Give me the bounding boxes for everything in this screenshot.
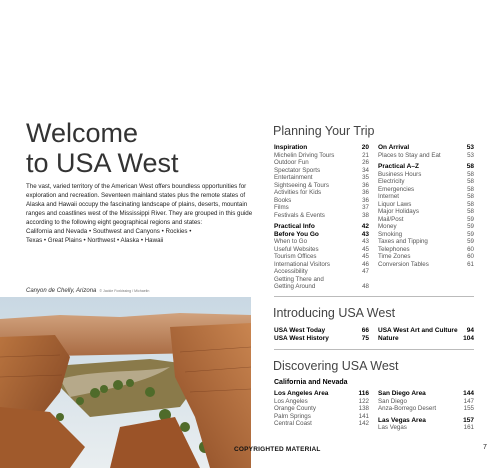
toc-entry-page: 58 — [467, 170, 474, 178]
toc-entry-page: 58 — [467, 200, 474, 208]
toc-entry-label: Sightseeing & Tours — [274, 181, 329, 189]
toc-entry-page: 58 — [467, 185, 474, 193]
toc-entry-label: Mail/Post — [378, 215, 404, 223]
toc-entry — [274, 335, 369, 343]
toc-entry-page: 35 — [362, 174, 369, 181]
toc-entry-label: USA West Art and Culture — [378, 327, 458, 334]
toc-entry — [274, 144, 369, 152]
toc-entry-page: 141 — [358, 412, 369, 420]
toc-entry-page: 104 — [463, 334, 474, 342]
toc-entry — [274, 167, 369, 175]
toc-entry — [378, 253, 474, 261]
toc-entry-page: 59 — [467, 223, 474, 230]
toc-entry-page: 59 — [467, 215, 474, 223]
toc-entry-page: 58 — [466, 163, 474, 170]
introducing-section-title: Introducing USA West — [273, 306, 396, 320]
toc-entry — [274, 246, 369, 254]
page-title — [26, 118, 256, 178]
toc-entry — [274, 223, 369, 231]
toc-entry — [378, 144, 474, 152]
toc-entry-label: Useful Websites — [274, 245, 319, 253]
toc-entry-label: Festivals & Events — [274, 211, 325, 219]
regions-line-2: Texas • Great Plains • Northwest • Alaska • Hawaii — [26, 237, 164, 244]
toc-entry — [274, 413, 369, 421]
toc-entry-page: 45 — [362, 245, 369, 253]
toc-entry-page: 94 — [466, 327, 474, 334]
discovering-left-column — [274, 390, 369, 428]
copyright-mark: COPYRIGHTED MATERIAL — [234, 446, 321, 453]
toc-entry-label: Tourism Offices — [274, 253, 317, 260]
section-divider — [274, 296, 474, 297]
toc-entry-label: Internet — [378, 193, 399, 200]
toc-entry-page: 43 — [362, 238, 369, 245]
toc-entry — [274, 276, 369, 284]
toc-entry — [378, 178, 474, 186]
toc-entry — [378, 163, 474, 171]
toc-entry — [274, 159, 369, 167]
toc-entry-page: 59 — [467, 230, 474, 238]
toc-entry-page: 36 — [362, 196, 369, 204]
toc-entry-label: Getting There and — [274, 275, 324, 283]
toc-entry-page: 144 — [463, 390, 474, 397]
discovering-section-title: Discovering USA West — [273, 359, 399, 373]
toc-entry — [274, 283, 369, 291]
toc-entry-page: 26 — [362, 159, 369, 166]
toc-entry-label: Places to Stay and Eat — [378, 151, 441, 159]
toc-entry — [378, 261, 474, 269]
discovering-right-column — [378, 390, 474, 432]
toc-entry-label: Getting Around — [274, 283, 316, 290]
toc-entry-page: 36 — [362, 181, 369, 189]
toc-entry-label: Outdoor Fun — [274, 159, 309, 166]
toc-entry — [274, 182, 369, 190]
toc-entry-page: 147 — [463, 397, 474, 405]
toc-entry-page: 21 — [362, 151, 369, 159]
toc-entry — [378, 417, 474, 425]
toc-entry — [274, 189, 369, 197]
toc-entry-page: 66 — [361, 327, 369, 334]
toc-entry-page: 116 — [358, 390, 369, 397]
toc-entry — [378, 171, 474, 179]
toc-entry-label: Smoking — [378, 230, 403, 238]
page-number: 7 — [483, 444, 487, 451]
toc-entry — [378, 201, 474, 209]
toc-entry-label: Books — [274, 196, 292, 204]
toc-entry-label: Los Angeles Area — [274, 390, 329, 397]
toc-entry-label: Conversion Tables — [378, 260, 429, 268]
toc-entry-label: Anza-Borrego Desert — [378, 405, 437, 412]
toc-entry-page: 161 — [463, 424, 474, 431]
toc-entry-page: 59 — [467, 238, 474, 245]
toc-entry — [378, 424, 474, 432]
toc-entry — [378, 223, 474, 231]
toc-entry — [378, 327, 474, 335]
toc-entry-label: Nature — [378, 334, 399, 342]
toc-entry — [274, 152, 369, 160]
caption-title: Canyon de Chelly, Arizona — [26, 288, 97, 294]
toc-entry-label: Accessibility — [274, 268, 308, 275]
toc-entry — [378, 216, 474, 224]
toc-entry-page — [353, 276, 369, 284]
toc-entry-page: 20 — [361, 144, 369, 151]
section-divider — [274, 349, 474, 350]
toc-entry-label: Michelin Driving Tours — [274, 151, 335, 159]
toc-entry-label: Orange County — [274, 405, 316, 412]
toc-entry-label: Los Angeles — [274, 397, 308, 405]
toc-entry — [274, 197, 369, 205]
toc-entry — [274, 231, 369, 239]
toc-entry-page: 36 — [362, 189, 369, 196]
toc-entry-page: 43 — [361, 230, 369, 238]
title-line-2: to USA West — [26, 148, 179, 178]
toc-entry-page: 61 — [467, 260, 474, 268]
regions-line-1: California and Nevada • Southwest and Canyons • Rockies • — [26, 228, 192, 235]
planning-right-column — [378, 144, 474, 268]
toc-entry — [378, 405, 474, 413]
toc-entry-page: 34 — [362, 166, 369, 174]
toc-entry-page: 53 — [467, 151, 474, 159]
canyon-illustration — [0, 297, 251, 468]
title-line-1: Welcome — [26, 118, 139, 148]
intro-paragraph: The vast, varied territory of the American West offers boundless opportunities for exploration and recreation. Seventeen mainland states plus the remote states of Alaska and Hawaii occupy the fascinating landscape of plains, deserts, mountain ranges and coastlines west of the Mississippi River. They are grouped in this guide according to the following eight geographical regions and states: — [26, 183, 253, 226]
toc-entry-page: 58 — [467, 208, 474, 215]
toc-entry-label: USA West History — [274, 334, 329, 342]
toc-entry — [378, 193, 474, 201]
toc-entry — [274, 398, 369, 406]
toc-entry-page: 75 — [361, 334, 369, 342]
toc-entry-label: International Visitors — [274, 260, 330, 268]
toc-entry-page: 53 — [466, 144, 474, 151]
introducing-right-column — [378, 327, 474, 342]
toc-entry — [274, 212, 369, 220]
toc-entry-label: Las Vegas Area — [378, 416, 426, 424]
toc-entry-label: Spectator Sports — [274, 166, 321, 174]
caption-credit: © Jackie Foxkissing / Michaelin — [99, 289, 150, 293]
toc-entry — [378, 398, 474, 406]
toc-entry — [378, 231, 474, 239]
toc-entry — [378, 390, 474, 398]
toc-entry-page: 138 — [358, 405, 369, 412]
toc-entry-page: 37 — [362, 204, 369, 211]
toc-entry — [274, 261, 369, 269]
toc-entry-label: Palm Springs — [274, 412, 311, 420]
toc-entry-label: Films — [274, 204, 289, 211]
toc-entry-label: Activities for Kids — [274, 189, 322, 196]
toc-entry-label: Central Coast — [274, 420, 312, 427]
toc-entry — [274, 420, 369, 428]
toc-entry-label: On Arrival — [378, 144, 410, 151]
toc-entry-page: 46 — [362, 260, 369, 268]
toc-entry-page: 60 — [467, 245, 474, 253]
toc-entry-label: Time Zones — [378, 253, 411, 260]
toc-entry-label: Inspiration — [274, 144, 308, 151]
photo-caption — [26, 288, 258, 294]
toc-entry — [378, 208, 474, 216]
toc-entry — [274, 327, 369, 335]
toc-entry-label: Money — [378, 223, 397, 230]
planning-left-column — [274, 144, 369, 291]
toc-entry — [274, 268, 369, 276]
toc-entry — [274, 174, 369, 182]
toc-entry-page: 157 — [463, 416, 474, 424]
toc-entry — [378, 238, 474, 246]
planning-section-title: Planning Your Trip — [273, 124, 375, 138]
toc-entry — [274, 204, 369, 212]
regions-list — [26, 227, 258, 245]
toc-entry — [378, 152, 474, 160]
toc-entry-label: Liquor Laws — [378, 200, 412, 208]
toc-entry-page: 155 — [463, 405, 474, 412]
toc-entry — [274, 390, 369, 398]
toc-entry-label: When to Go — [274, 238, 308, 245]
region-heading: California and Nevada — [274, 379, 348, 386]
canyon-photo — [0, 297, 251, 468]
toc-entry — [378, 246, 474, 254]
toc-entry-page: 42 — [361, 223, 369, 230]
toc-entry-label: Major Holidays — [378, 208, 419, 215]
toc-entry-label: Las Vegas — [378, 424, 407, 431]
toc-entry-label: Practical Info — [274, 223, 315, 230]
toc-entry-page: 58 — [467, 178, 474, 185]
toc-entry — [274, 253, 369, 261]
toc-entry-label: Business Hours — [378, 170, 422, 178]
toc-entry-page: 142 — [358, 420, 369, 427]
toc-entry — [274, 405, 369, 413]
introducing-left-column — [274, 327, 369, 342]
toc-entry-label: Taxes and Tipping — [378, 238, 428, 245]
toc-entry-label: San Diego — [378, 397, 407, 405]
toc-entry-page: 122 — [358, 397, 369, 405]
toc-entry — [378, 335, 474, 343]
toc-entry — [274, 238, 369, 246]
toc-entry-label: Emergencies — [378, 185, 415, 193]
toc-entry — [378, 186, 474, 194]
toc-entry-page: 48 — [362, 283, 369, 290]
toc-entry-label: Practical A–Z — [378, 163, 419, 170]
toc-entry-label: Entertainment — [274, 174, 313, 181]
toc-entry-page: 60 — [467, 253, 474, 260]
toc-entry-label: Before You Go — [274, 230, 319, 238]
toc-entry-label: USA West Today — [274, 327, 326, 334]
toc-entry-label: Telephones — [378, 245, 410, 253]
toc-entry-page: 38 — [362, 211, 369, 219]
toc-entry-page: 47 — [362, 268, 369, 275]
toc-entry-label: San Diego Area — [378, 390, 426, 397]
toc-entry-page: 45 — [362, 253, 369, 260]
toc-entry-page: 58 — [467, 193, 474, 200]
toc-entry-label: Electricity — [378, 178, 405, 185]
